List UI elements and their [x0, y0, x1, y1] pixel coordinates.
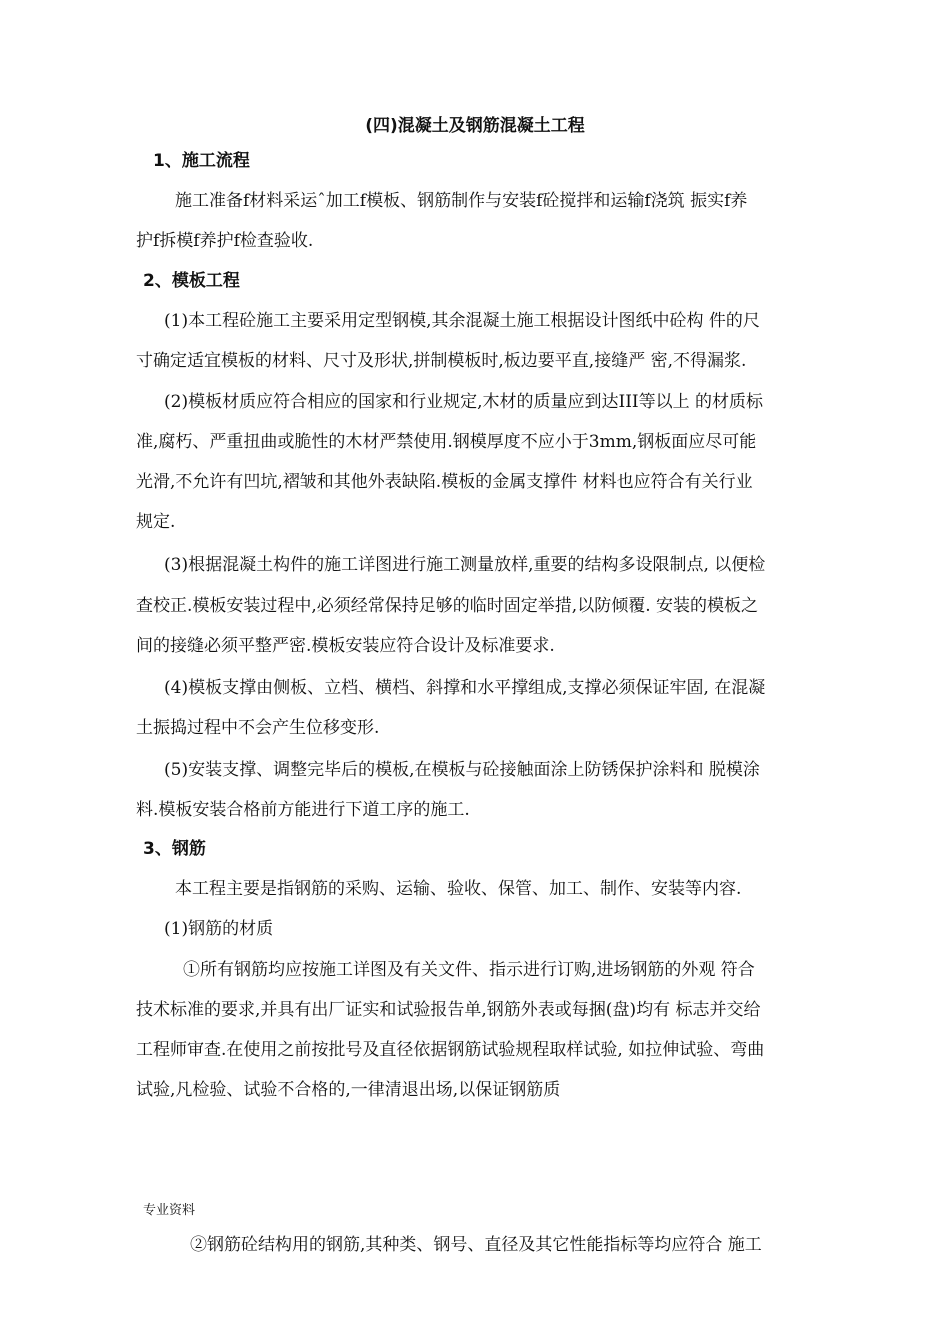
- text-line: 试验,凡检验、试验不合格的,一律清退出场,以保证钢筋质: [136, 1080, 561, 1100]
- section-heading-process: 1、施工流程: [153, 151, 250, 171]
- text-line: 间的接缝必须平整严密.模板安装应符合设计及标准要求.: [136, 636, 555, 656]
- text-line: ①所有钢筋均应按施工详图及有关文件、指示进行订购,进场钢筋的外观 符合: [183, 960, 755, 980]
- text-line: 规定.: [136, 512, 176, 532]
- text-line: 光滑,不允许有凹坑,褶皱和其他外表缺陷.模板的金属支撑件 材料也应符合有关行业: [136, 472, 753, 492]
- text-line: (2)模板材质应符合相应的国家和行业规定,木材的质量应到达III等以上 的材质标: [164, 392, 764, 412]
- text-line: 工程师审查.在使用之前按批号及直径依据钢筋试验规程取样试验, 如拉伸试验、弯曲: [136, 1040, 765, 1060]
- subsection-heading: (1)钢筋的材质: [164, 919, 274, 939]
- text-line: 土振捣过程中不会产生位移变形.: [136, 718, 380, 738]
- text-line: 准,腐朽、严重扭曲或脆性的木材严禁使用.钢模厚度不应小于3mm,钢板面应尽可能: [136, 432, 757, 452]
- text-line: 施工准备f材料采运ˆ加工f模板、钢筋制作与安装f砼搅拌和运输f浇筑 振实f养: [175, 191, 748, 211]
- text-line: 寸确定适宜模板的材料、尺寸及形状,拼制模板时,板边要平直,接缝严 密,不得漏浆.: [136, 351, 747, 371]
- text-line: 查校正.模板安装过程中,必须经常保持足够的临时固定举措,以防倾覆. 安装的模板之: [136, 596, 759, 616]
- text-line: (3)根据混凝土构件的施工详图进行施工测量放样,重要的结构多设限制点, 以便检: [164, 555, 766, 575]
- text-line: ②钢筋砼结构用的钢筋,其种类、钢号、直径及其它性能指标等均应符合 施工: [190, 1235, 762, 1255]
- text-line: (4)模板支撑由侧板、立档、横档、斜撑和水平撑组成,支撑必须保证牢固, 在混凝: [164, 678, 766, 698]
- page-title: (四)混凝土及钢筋混凝土工程: [365, 116, 585, 136]
- text-line: (1)本工程砼施工主要采用定型钢模,其余混凝土施工根据设计图纸中砼构 件的尺: [164, 311, 760, 331]
- text-line: 技术标准的要求,并具有出厂证实和试验报告单,钢筋外表或每捆(盘)均有 标志并交给: [136, 1000, 761, 1020]
- text-line: (5)安装支撑、调整完毕后的模板,在模板与砼接触面涂上防锈保护涂料和 脱模涂: [164, 760, 760, 780]
- page-footer: 专业资料: [143, 1203, 196, 1218]
- section-heading-formwork: 2、模板工程: [143, 271, 240, 291]
- text-line: 本工程主要是指钢筋的采购、运输、验收、保管、加工、制作、安装等内容.: [175, 879, 742, 899]
- text-line: 料.模板安装合格前方能进行下道工序的施工.: [136, 800, 470, 820]
- section-heading-rebar: 3、钢筋: [143, 839, 206, 859]
- text-line: 护f拆模f养护f检查验收.: [136, 231, 314, 251]
